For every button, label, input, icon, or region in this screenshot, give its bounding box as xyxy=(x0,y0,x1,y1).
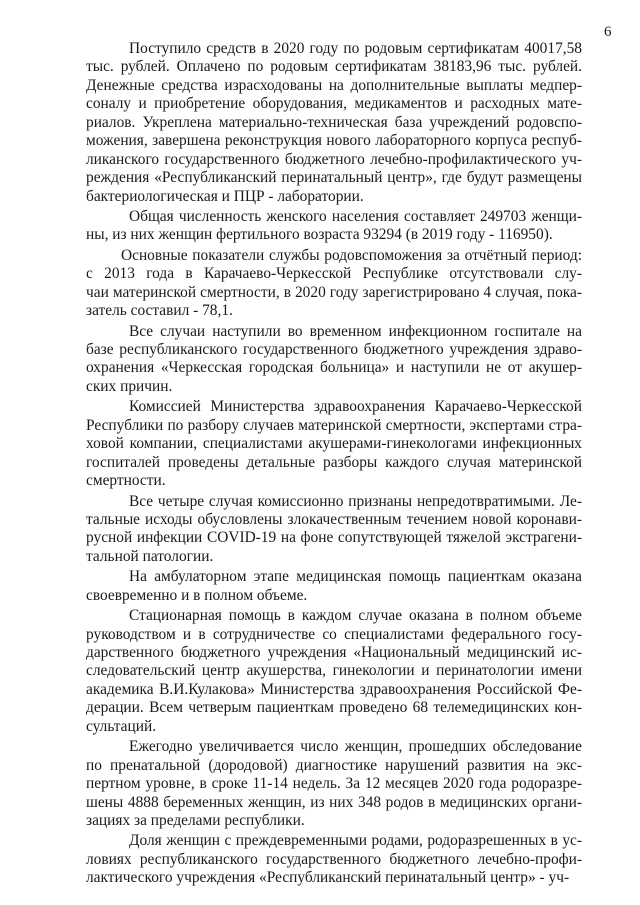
text-line: руководством и в сотрудничестве со специалистами федерального госу- xyxy=(86,625,582,643)
text-line: пертном уровне, в сроке 11-14 недель. За 12 месяцев 2020 года родоразре- xyxy=(86,775,582,793)
text-line: Все случаи наступили во временном инфекционном госпитале на xyxy=(129,322,582,340)
text-line: Ежегодно увеличивается число женщин, прошедших обследование xyxy=(129,738,582,756)
text-line: базе республиканского государственного бюджетного учреждения здраво- xyxy=(86,341,582,358)
text-line: академика В.И.Кулакова» Министерства здравоохранения Российской Фе- xyxy=(86,680,582,698)
text-line: ховой компании, специалистами акушерами-гинекологами инфекционных xyxy=(86,435,582,453)
document-body xyxy=(86,40,582,890)
text-line: На амбулаторном этапе медицинская помощь пациенткам оказана xyxy=(129,568,582,586)
text-line: сультаций. xyxy=(86,717,157,735)
text-line: Республики по разбору случаев материнской смертности, экспертами стра- xyxy=(86,416,582,434)
text-line: следовательский центр акушерства, гинекологии и перинатологии имени xyxy=(86,662,582,680)
paragraph xyxy=(86,208,582,245)
text-line: охранения «Черкесская городская больница» и наступили не от акушер- xyxy=(86,359,582,377)
text-line: риалов. Укреплена материально-техническая база учреждений родовспо- xyxy=(86,113,582,131)
text-line: Основные показатели службы родовспоможения за отчётный период: xyxy=(121,246,582,264)
text-line: Комиссией Министерства здравоохранения Карачаево-Черкесской xyxy=(129,398,582,416)
text-line: дарственного бюджетного учреждения «Национальный медицинский ис- xyxy=(86,644,582,661)
text-line: шены 4888 беременных женщин, из них 348 родов в медицинских органи- xyxy=(86,793,582,811)
paragraph xyxy=(86,607,582,736)
text-line: Общая численность женского населения составляет 249703 женщи- xyxy=(129,207,582,225)
text-line: тыс. рублей. Оплачено по родовым сертификатам 38183,96 тыс. рублей. xyxy=(86,58,582,76)
text-line: по пренатальной (дородовой) диагностике нарушений развития на экс- xyxy=(86,756,582,774)
text-line: госпиталей проведены детальные разборы каждого случая материнской xyxy=(86,453,582,471)
text-line: Денежные средства израсходованы на дополнительные выплаты медпер- xyxy=(86,76,582,94)
paragraph xyxy=(86,738,582,830)
paragraph xyxy=(86,40,582,206)
paragraph xyxy=(86,493,582,567)
text-line: зациях за пределами республики. xyxy=(86,811,305,829)
paragraph xyxy=(86,247,582,321)
text-line: русной инфекции COVID-19 на фоне сопутствующей тяжелой экстрагени- xyxy=(86,529,582,547)
text-line: чаи материнской смертности, в 2020 году зарегистрировано 4 случая, пока- xyxy=(86,283,582,301)
text-line: лактического учреждения «Республиканский перинатальный центр» - уч- xyxy=(86,869,570,887)
text-line: ны, из них женщин фертильного возраста 93294 (в 2019 году - 116950). xyxy=(86,226,553,244)
text-line: тальной патологии. xyxy=(86,547,214,565)
page-number: 6 xyxy=(604,24,612,40)
paragraph xyxy=(86,832,582,887)
paragraph xyxy=(86,323,582,397)
text-line: можения, завершена реконструкция нового лабораторного корпуса респуб- xyxy=(86,132,582,150)
paragraph xyxy=(86,398,582,490)
text-line: дерации. Всем четверым пациенткам проведено 68 телемедицинских кон- xyxy=(86,699,582,717)
text-line: реждения «Республиканский перинатальный центр», где будут размещены xyxy=(86,169,582,187)
text-line: Доля женщин с преждевременными родами, родоразрешенных в ус- xyxy=(129,832,582,850)
text-line: ликанского государственного бюджетного лечебно-профилактического уч- xyxy=(86,150,582,168)
text-line: Поступило средств в 2020 году по родовым сертификатам 40017,58 xyxy=(129,40,582,57)
text-line: Стационарная помощь в каждом случае оказана в полном объеме xyxy=(129,607,582,625)
paragraph xyxy=(86,568,582,605)
text-line: ских причин. xyxy=(86,377,173,395)
text-line: соналу и приобретение оборудования, медикаментов и расходных мате- xyxy=(86,95,582,113)
text-line: своевременно и в полном объеме. xyxy=(86,586,308,604)
text-line: затель составил - 78,1. xyxy=(86,302,233,320)
text-line: тальные исходы обусловлены злокачественным течением новой коронави- xyxy=(86,510,582,528)
text-line: Все четыре случая комиссионно признаны непредотвратимыми. Ле- xyxy=(129,492,582,510)
text-line: бактериологическая и ПЦР - лаборатории. xyxy=(86,187,364,205)
text-line: с 2013 года в Карачаево-Черкесской Республике отсутствовали слу- xyxy=(86,265,582,283)
text-line: смертности. xyxy=(86,472,166,490)
text-line: ловиях республиканского государственного бюджетного лечебно-профи- xyxy=(86,850,582,868)
